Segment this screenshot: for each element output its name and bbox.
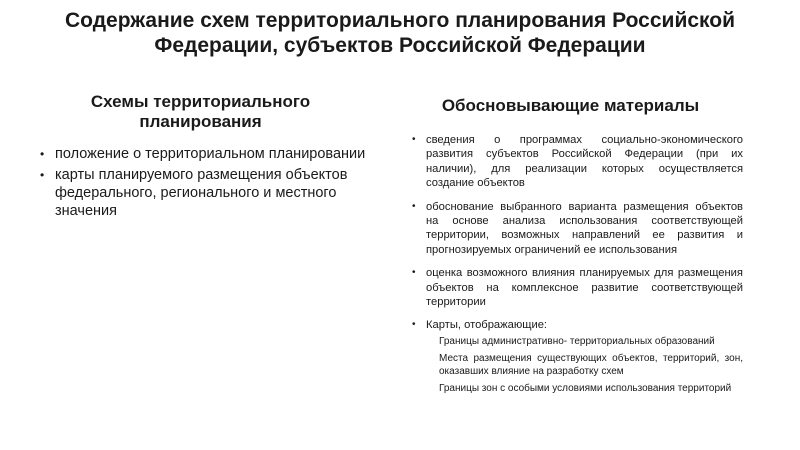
list-item-text: Карты, отображающие: [426, 319, 548, 332]
slide-title: Содержание схем территориального планирования Российской Федерации, субъектов Российской Федерации [64, 9, 736, 57]
left-column-heading: Схемы территориального планирования [90, 92, 311, 131]
list-item-text: сведения о программах социально-экономического развития субъектов Российской Федерации (при их наличии), для реализации которых осуществляется создание объектов [426, 134, 743, 190]
sub-list-item: Границы административно- территориальных образований [439, 335, 715, 347]
right-bullet-list [398, 133, 743, 396]
bullet-icon: • [412, 319, 416, 331]
list-item-text: обоснование выбранного варианта размещения объектов на основе анализа использования соответствующей территории, возможных направлений ее развития и прогнозируемых ограничений ее использования [426, 200, 743, 256]
bullet-icon: • [412, 267, 416, 279]
list-item [398, 266, 743, 309]
list-item [398, 200, 743, 258]
bullet-icon: • [40, 168, 45, 182]
bullet-icon: • [40, 147, 45, 161]
list-item [398, 133, 743, 191]
list-item-text: оценка возможного влияния планируемых для размещения объектов на комплексное развитие соответствующей территории [426, 267, 743, 309]
list-item [398, 318, 743, 395]
right-column [398, 96, 743, 405]
maps-sub-list [426, 336, 743, 396]
left-column [28, 92, 373, 223]
list-item-text: положение о территориальном планировании [55, 146, 366, 162]
list-item [28, 166, 373, 220]
sub-list-item: Места размещения существующих объектов, территорий, зон, оказавших влияние на разработку схем [439, 353, 743, 377]
bullet-icon: • [412, 200, 416, 212]
list-item-text: карты планируемого размещения объектов федерального, регионального и местного значения [55, 167, 348, 219]
left-bullet-list [28, 145, 373, 220]
list-item [28, 145, 373, 163]
right-column-heading: Обосновывающие материалы [441, 96, 700, 115]
bullet-icon: • [412, 134, 416, 145]
sub-list-item: Границы зон с особыми условиями использования территорий [439, 383, 732, 395]
